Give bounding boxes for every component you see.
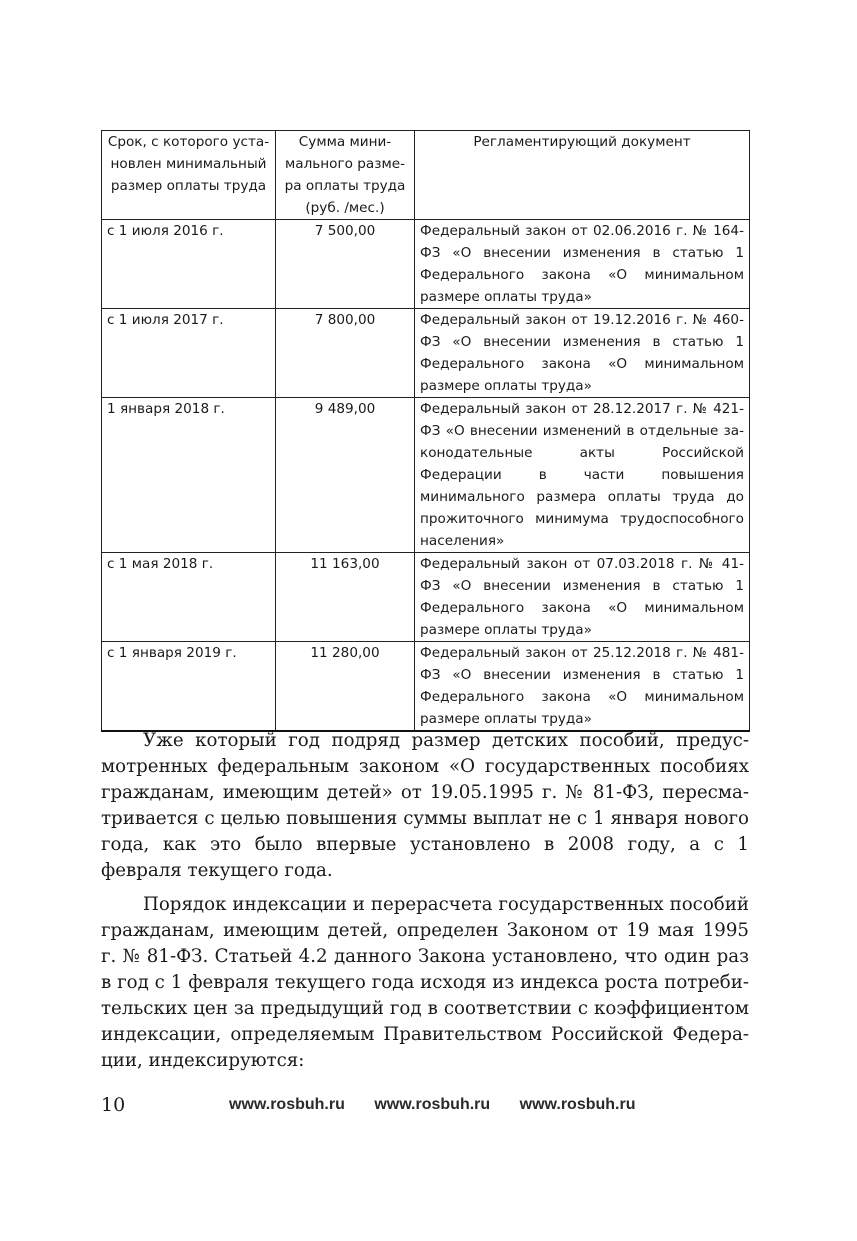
- cell-date: с 1 июля 2017 г.: [102, 309, 276, 398]
- page-footer: [101, 1093, 749, 1119]
- footer-link[interactable]: www.rosbuh.ru: [229, 1096, 345, 1113]
- minimum-wage-table: [101, 130, 750, 732]
- page-number: 10: [101, 1094, 126, 1116]
- cell-date: 1 января 2018 г.: [102, 398, 276, 553]
- cell-document: Федеральный закон от 25.12.2018 г. № 481-ФЗ «О внесении изменения в статью 1 Федерального закона «О минимальном размере оплаты труда»: [415, 642, 750, 732]
- table-row: [102, 309, 750, 398]
- table-header-row: [102, 131, 750, 220]
- paragraph: Уже который год подряд размер детских пособий, предусмотренных федеральным законом «О государственных пособиях гражданам, имеющим детей» от 19.05.1995 г. № 81-ФЗ, пересматривается с целью повышения суммы выплат не с 1 января нового года, как это было впервые установлено в 2008 году, а с 1 февраля текущего года.: [101, 730, 749, 881]
- footer-links: [229, 1095, 635, 1115]
- footer-link[interactable]: www.rosbuh.ru: [374, 1096, 491, 1113]
- table-row: [102, 642, 750, 732]
- table-row: [102, 398, 750, 553]
- cell-date: с 1 мая 2018 г.: [102, 553, 276, 642]
- body-text: [101, 728, 749, 1074]
- cell-date: с 1 января 2019 г.: [102, 642, 276, 732]
- header-amount: Сумма минимального размера оплаты труда (руб. /мес.): [276, 131, 415, 220]
- paragraph: Порядок индексации и перерасчета государственных пособий гражданам, имеющим детей, определен Законом от 19 мая 1995 г. № 81-ФЗ. Статьей 4.2 данного Закона установлено, что один раз в год с 1 февраля текущего года исходя из индекса роста потребительских цен за предыдущий год в соответствии с коэффициентом индексации, определяемым Правительством Российской Федерации, индексируются:: [101, 894, 749, 1071]
- table-row: [102, 220, 750, 309]
- cell-amount: 7 500,00: [276, 220, 415, 309]
- cell-amount: 7 800,00: [276, 309, 415, 398]
- cell-amount: 9 489,00: [276, 398, 415, 553]
- footer-link[interactable]: www.rosbuh.ru: [519, 1096, 636, 1113]
- cell-amount: 11 163,00: [276, 553, 415, 642]
- cell-document: Федеральный закон от 02.06.2016 г. № 164-ФЗ «О внесении изменения в статью 1 Федерального закона «О минимальном размере оплаты труда»: [415, 220, 750, 309]
- cell-document: Федеральный закон от 07.03.2018 г. № 41-ФЗ «О внесении изменения в статью 1 Федерального закона «О минимальном размере оплаты труда»: [415, 553, 750, 642]
- cell-document: Федеральный закон от 28.12.2017 г. № 421-ФЗ «О внесении изменений в отдельные законодательные акты Российской Федерации в части повышения минимального размера оплаты труда до прожиточного минимума трудоспособного населения»: [415, 398, 750, 553]
- cell-date: с 1 июля 2016 г.: [102, 220, 276, 309]
- cell-amount: 11 280,00: [276, 642, 415, 732]
- cell-document: Федеральный закон от 19.12.2016 г. № 460-ФЗ «О внесении изменения в статью 1 Федерального закона «О минимальном размере оплаты труда»: [415, 309, 750, 398]
- header-effective-date: Срок, с которого установлен минимальный размер оплаты труда: [102, 131, 276, 220]
- table-row: [102, 553, 750, 642]
- header-regulating-document: Регламентирующий документ: [415, 131, 750, 220]
